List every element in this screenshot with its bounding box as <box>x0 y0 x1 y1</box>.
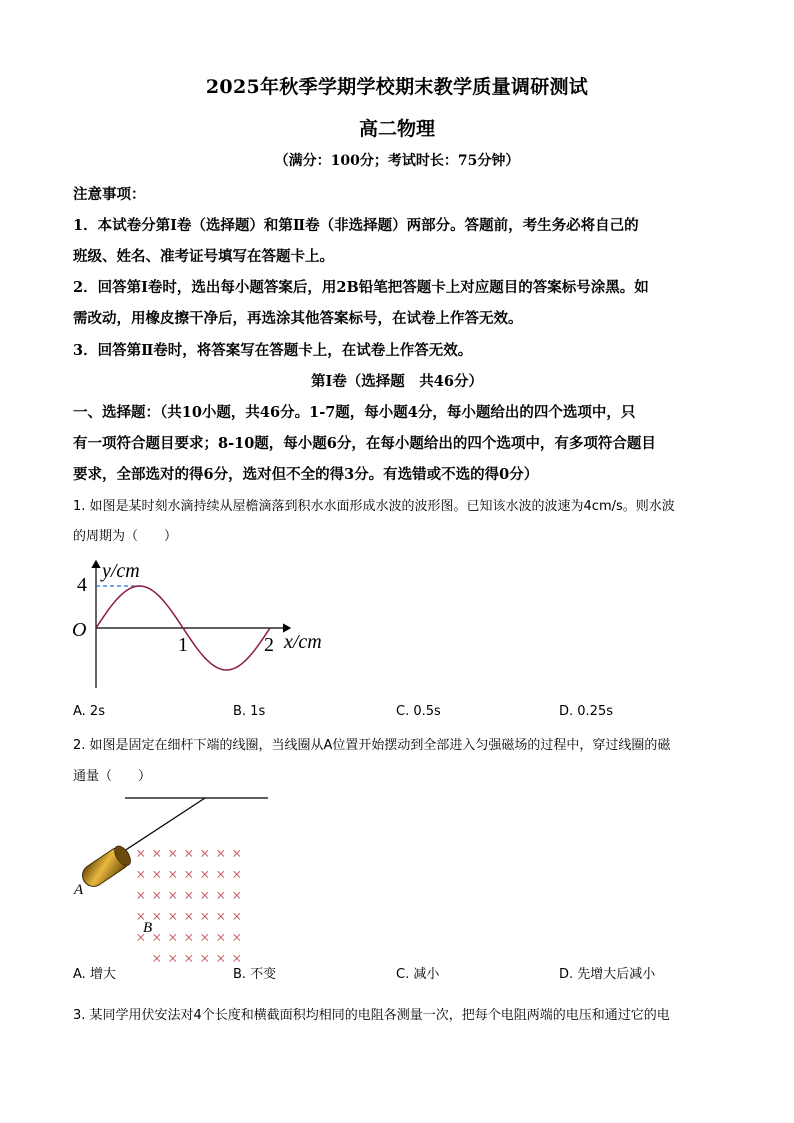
field-cross-mark: × <box>200 886 210 905</box>
field-cross-mark: × <box>152 907 162 926</box>
field-cross-mark: × <box>168 886 178 905</box>
notes-heading: 注意事项： <box>73 186 146 203</box>
note-line: 1．本试卷分第Ⅰ卷（选择题）和第Ⅱ卷（非选择题）两部分。答题前，考生务必将自己的 <box>73 217 639 234</box>
q1-text-line: 1. 如图是某时刻水滴持续从屋檐滴落到积水水面形成水波的波形图。已知该水波的波速为4cm/s。则水波 <box>73 499 675 514</box>
exam-subject: 高二物理 <box>358 118 435 140</box>
q2-text-line: 通量（ ） <box>73 769 152 784</box>
q3-text-line: 3. 某同学用伏安法对4个长度和横截面积均相同的电阻各测量一次，把每个电阻两端的电压和通过它的电 <box>73 1008 670 1023</box>
section-instruction-line: 要求，全部选对的得6分，选对但不全的得3分。有选错或不选的得0分） <box>73 466 539 483</box>
field-cross-mark: × <box>168 844 178 863</box>
field-cross-mark: × <box>232 886 242 905</box>
y-axis-label: y/cm <box>102 560 140 582</box>
q2-option-d: D. 先增大后减小 <box>559 967 656 982</box>
field-cross-mark: × <box>232 844 242 863</box>
field-cross-mark: × <box>200 907 210 926</box>
field-cross-mark: × <box>200 949 210 968</box>
note-line: 2．回答第Ⅰ卷时，选出每小题答案后，用2B铅笔把答题卡上对应题目的答案标号涂黑。如 <box>73 279 649 296</box>
q2-text-line: 2. 如图是固定在细杆下端的线圈，当线圈从A位置开始摆动到全部进入匀强磁场的过程中，穿过线圈的磁 <box>73 738 671 753</box>
x-axis-label: x/cm <box>284 631 322 653</box>
field-cross-mark: × <box>184 949 194 968</box>
section-instruction-line: 一、选择题：（共10小题，共46分。1-7题，每小题4分，每小题给出的四个选项中，只 <box>73 404 636 421</box>
q1-option-c: C. 0.5s <box>396 704 441 719</box>
section-instruction-line: 有一项符合题目要求；8-10题，每小题6分，在每小题给出的四个选项中，有多项符合题目 <box>73 435 656 452</box>
q1-option-a: A. 2s <box>73 704 105 719</box>
field-cross-mark: × <box>184 844 194 863</box>
exam-title: 2025年秋季学期学校期末教学质量调研测试 <box>205 76 589 98</box>
field-cross-mark: × <box>232 928 242 947</box>
field-cross-mark: × <box>216 907 226 926</box>
field-cross-mark: × <box>152 844 162 863</box>
q2-option-a: A. 增大 <box>73 967 116 982</box>
q1-option-d: D. 0.25s <box>559 704 613 719</box>
field-cross-mark: × <box>184 865 194 884</box>
field-cross-mark: × <box>136 907 146 926</box>
x-tick-label: 1 <box>178 634 188 656</box>
field-cross-mark: × <box>168 949 178 968</box>
q2-option-b: B. 不变 <box>233 967 277 982</box>
note-line: 需改动，用橡皮擦干净后，再选涂其他答案标号，在试卷上作答无效。 <box>73 310 523 327</box>
section-title: 第Ⅰ卷（选择题 共46分） <box>311 373 483 390</box>
field-cross-mark: × <box>200 844 210 863</box>
field-cross-mark: × <box>232 907 242 926</box>
field-cross-mark: × <box>184 907 194 926</box>
field-cross-mark: × <box>216 844 226 863</box>
exam-score-time: （满分：100分；考试时长：75分钟） <box>274 153 520 169</box>
field-cross-mark: × <box>136 886 146 905</box>
field-cross-mark: × <box>168 928 178 947</box>
field-cross-mark: × <box>216 886 226 905</box>
field-cross-mark: × <box>184 928 194 947</box>
field-cross-mark: × <box>168 865 178 884</box>
field-cross-mark: × <box>136 844 146 863</box>
field-cross-mark: × <box>232 949 242 968</box>
q1-option-b: B. 1s <box>233 704 266 719</box>
magnetic-field-region <box>136 844 242 968</box>
field-cross-mark: × <box>136 865 146 884</box>
field-cross-mark: × <box>152 886 162 905</box>
note-line: 3．回答第Ⅱ卷时，将答案写在答题卡上，在试卷上作答无效。 <box>73 342 473 359</box>
q1-text-line: 的周期为（ ） <box>73 529 178 544</box>
field-cross-mark: × <box>216 865 226 884</box>
origin-label: O <box>72 619 87 641</box>
field-cross-mark: × <box>216 928 226 947</box>
field-cross-mark: × <box>200 928 210 947</box>
field-cross-mark: × <box>152 949 162 968</box>
coil-magnetic-field-diagram <box>70 790 280 968</box>
coil <box>78 843 133 890</box>
field-cross-mark: × <box>136 928 146 947</box>
field-cross-mark: × <box>152 865 162 884</box>
y-tick-label: 4 <box>77 574 87 596</box>
field-cross-mark: × <box>200 865 210 884</box>
position-b-label: B <box>143 920 153 936</box>
field-cross-mark: × <box>168 907 178 926</box>
position-a-label: A <box>74 882 84 898</box>
field-cross-mark: × <box>152 928 162 947</box>
wave-chart <box>60 553 350 698</box>
x-tick-label: 2 <box>264 634 274 656</box>
field-cross-mark: × <box>216 949 226 968</box>
q2-option-c: C. 减小 <box>396 967 440 982</box>
field-cross-mark: × <box>184 886 194 905</box>
note-line: 班级、姓名、准考证号填写在答题卡上。 <box>73 248 334 265</box>
field-cross-mark: × <box>232 865 242 884</box>
